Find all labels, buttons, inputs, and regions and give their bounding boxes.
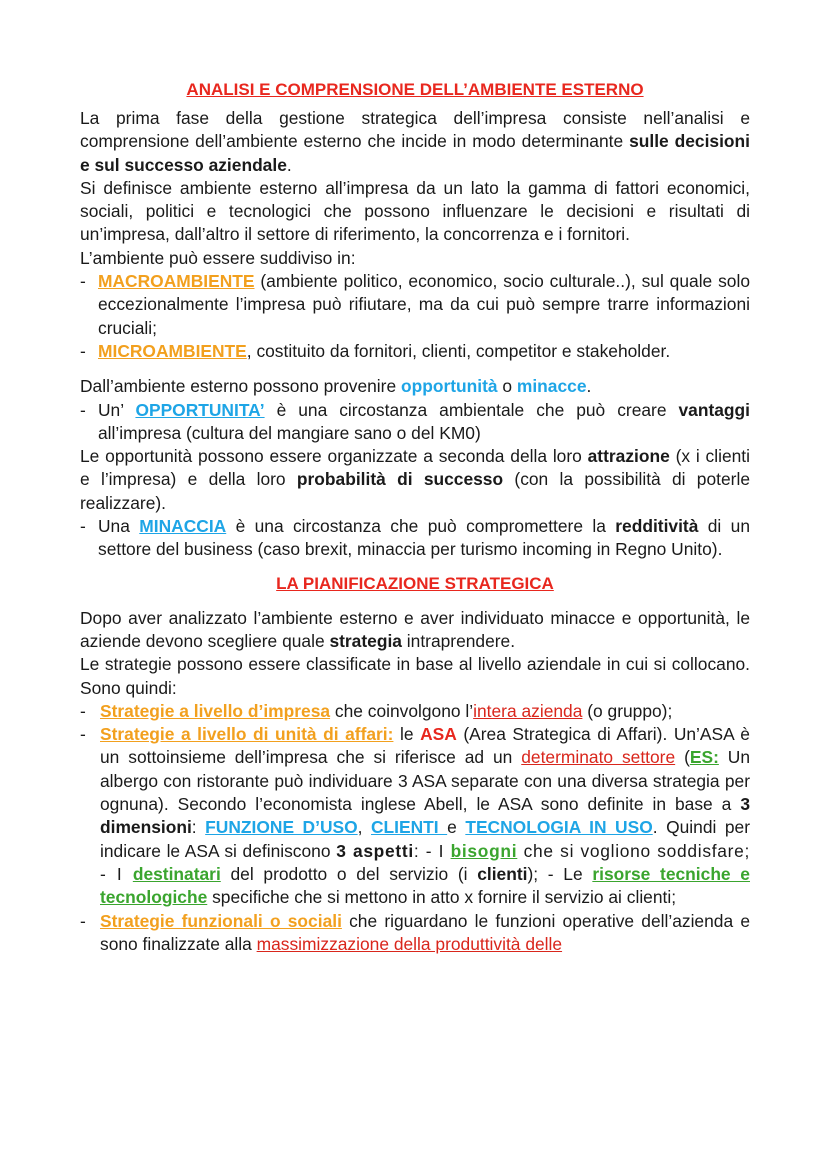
paragraph-intro xyxy=(80,107,750,177)
list-item-strategie-unita-affari xyxy=(80,723,750,909)
paragraph-definition: Si definisce ambiente esterno all’impresa da un lato la gamma di fattori economici, sociali, politici e tecnologici che possono influenzare le decisioni e risultati di un’impresa, dall’altro il settore di riferimento, la concorrenza e i fornitori. xyxy=(80,177,750,245)
bold-text: vantaggi xyxy=(678,399,750,420)
text: del prodotto o del servizio (i xyxy=(220,863,478,884)
dash-bullet: - xyxy=(80,724,86,745)
text: ( xyxy=(675,747,690,768)
text: La prima fase della gestione strategica dell’impresa consiste nell’analisi e comprensione dell’ambiente esterno che incide in modo determinante xyxy=(80,108,750,152)
term-minaccia: MINACCIA xyxy=(139,516,227,537)
term-macroambiente: MACROAMBIENTE xyxy=(98,271,255,292)
text: e xyxy=(447,817,466,838)
bold-text: attrazione xyxy=(587,446,670,467)
list-item-strategie-impresa xyxy=(80,700,750,723)
dash-bullet: - xyxy=(80,700,86,721)
dash-bullet: - xyxy=(80,271,86,292)
text: (ambiente politico, economico, socio culturale..), sul quale solo eccezionalmente l’impresa può rifiutare, ma da cui può sempre trarre informazioni cruciali; xyxy=(98,271,750,338)
bold-text: sulle decisioni e sul successo aziendale xyxy=(80,131,750,175)
text: le xyxy=(393,724,421,745)
term-strategie-unita-affari: Strategie a livello di unità di affari: xyxy=(100,724,394,745)
bold-text: probabilità di successo xyxy=(296,469,504,490)
text: è una circostanza ambientale che può creare xyxy=(264,399,679,420)
text: Un albergo con ristorante può individuare 3 ASA separate con una diversa strategia per ognuna). Secondo l’economista inglese Abell, le ASA sono definite in base a xyxy=(100,747,751,815)
term-asa: ASA xyxy=(420,724,457,745)
text: Dall’ambiente esterno possono provenire xyxy=(80,376,401,397)
term-destinatari: destinatari xyxy=(132,863,221,884)
term-opportunita: opportunità xyxy=(400,376,498,397)
text: che coinvolgono l’ xyxy=(330,700,474,721)
text: (con la possibilità di poterle realizzare). xyxy=(80,469,750,513)
text: Le opportunità possono essere organizzate a seconda della loro xyxy=(80,446,588,467)
list-item-microambiente xyxy=(80,340,750,363)
text: , xyxy=(357,817,371,838)
term-strategie-impresa: Strategie a livello d’impresa xyxy=(100,700,331,721)
paragraph-opportunity-threat xyxy=(80,375,750,398)
text: all’impresa (cultura del mangiare sano o del KM0) xyxy=(98,422,481,443)
highlight-red: intera azienda xyxy=(473,700,583,721)
text: che si vogliono soddisfare; - I xyxy=(100,840,751,884)
text: . xyxy=(286,154,292,175)
text: , costituito da fornitori, clienti, competitor e stakeholder. xyxy=(246,340,671,361)
highlight-red: massimizzazione della produttività delle xyxy=(256,933,563,954)
text: . Quindi per indicare le ASA si definiscono xyxy=(100,817,750,861)
text: di un settore del business (caso brexit, minaccia per turismo incoming in Regno Unito). xyxy=(98,516,750,560)
text: ); - Le xyxy=(527,863,593,884)
list-item-strategie-funzionali xyxy=(80,910,750,957)
term-funzione-uso: FUNZIONE D’USO xyxy=(205,817,358,838)
term-opportunita-caps: OPPORTUNITA’ xyxy=(135,399,265,420)
text: : xyxy=(191,817,206,838)
text: Dopo aver analizzato l’ambiente esterno e aver individuato minacce e opportunità, le aziende devono scegliere quale xyxy=(80,607,750,651)
dash-bullet: - xyxy=(80,340,86,361)
paragraph-opportunity-organization xyxy=(80,445,750,515)
term-clienti: CLIENTI xyxy=(371,817,448,838)
bold-text: clienti xyxy=(477,863,528,884)
list-item-macroambiente xyxy=(80,270,750,340)
heading-pianificazione: LA PIANIFICAZIONE STRATEGICA xyxy=(276,573,554,593)
term-bisogni: bisogni xyxy=(450,840,518,861)
text: o xyxy=(497,376,517,397)
term-microambiente: MICROAMBIENTE xyxy=(98,340,247,361)
text: Un’ xyxy=(98,399,136,420)
dash-bullet: - xyxy=(80,399,86,420)
dash-bullet: - xyxy=(80,910,86,931)
text: (Area Strategica di Affari). Un’ASA è un sottoinsieme dell’impresa che si riferisce ad un xyxy=(100,724,750,768)
text: : - I xyxy=(413,840,451,861)
list-item-minaccia xyxy=(80,515,750,562)
term-strategie-funzionali: Strategie funzionali o sociali xyxy=(100,910,342,931)
text: . xyxy=(586,376,592,397)
term-minacce: minacce xyxy=(516,376,587,397)
text: intraprendere. xyxy=(401,630,516,651)
term-tecnologia-uso: TECNOLOGIA IN USO xyxy=(465,817,653,838)
bold-text: redditività xyxy=(615,516,699,537)
paragraph-strategy-classification: Le strategie possono essere classificate in base al livello aziendale in cui si collocano. Sono quindi: xyxy=(80,654,750,698)
text: specifiche che si mettono in atto x fornire il servizio ai clienti; xyxy=(207,887,677,908)
text: (o gruppo); xyxy=(582,700,673,721)
bold-text: 3 aspetti xyxy=(336,840,414,861)
dash-bullet: - xyxy=(80,516,86,537)
paragraph-subdivision: L’ambiente può essere suddiviso in: xyxy=(80,247,356,268)
text: (x i clienti e l’impresa) e della loro xyxy=(80,446,750,490)
paragraph-strategy-choice xyxy=(80,607,750,654)
text: è una circostanza che può compromettere la xyxy=(226,516,616,537)
heading-analisi-ambiente: ANALISI E COMPRENSIONE DELL’AMBIENTE ESTERNO xyxy=(186,80,644,99)
list-item-opportunita xyxy=(80,399,750,446)
text: che riguardano le funzioni operative dell’azienda e sono finalizzate alla xyxy=(100,910,750,954)
bold-text: strategia xyxy=(329,630,402,651)
term-risorse-tecniche: risorse tecniche e tecnologiche xyxy=(100,863,750,908)
bold-text: 3 dimensioni xyxy=(100,794,750,838)
text: Una xyxy=(98,516,140,537)
example-label: ES: xyxy=(689,747,719,768)
highlight-red: determinato settore xyxy=(521,747,676,768)
